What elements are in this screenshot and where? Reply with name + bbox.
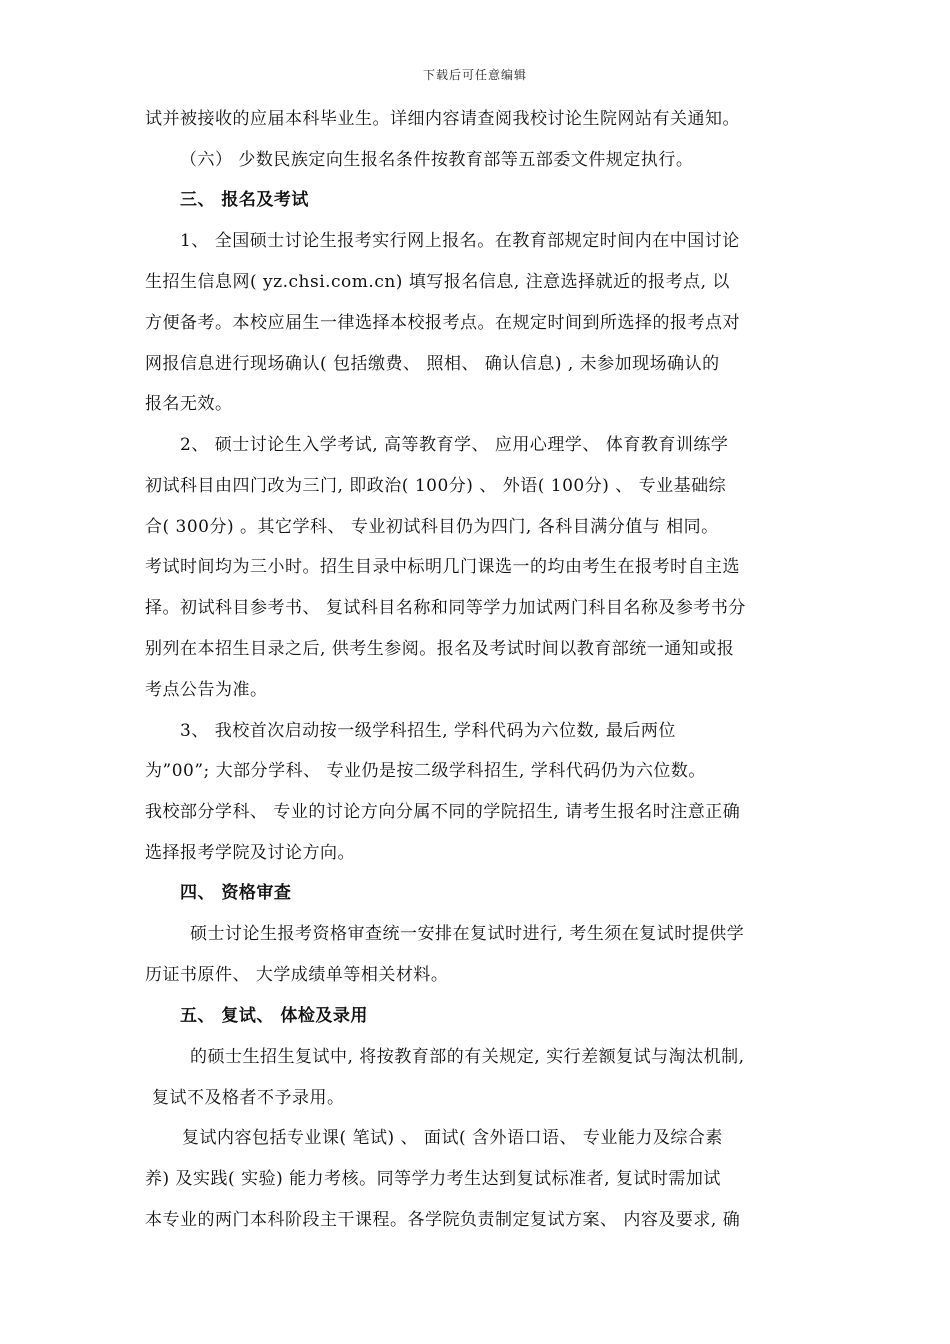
text-line: 为”00”; 大部分学科、 专业仍是按二级学科招生, 学科代码仍为六位数。 (145, 761, 706, 781)
text-line: 考点公告为准。 (145, 680, 268, 700)
text-line: 考试时间均为三小时。招生目录中标明几门课选一的均由考生在报考时自主选 (145, 557, 740, 577)
text-line: 别列在本招生目录之后, 供考生参阅。报名及考试时间以教育部统一通知或报 (145, 639, 735, 659)
text-line: （六） 少数民族定向生报名条件按教育部等五部委文件规定执行。 (180, 150, 694, 170)
header-note: 下载后可任意编辑 (422, 68, 527, 82)
text-line: 养) 及实践( 实验) 能力考核。同等学力考生达到复试标准者, 复试时需加试 (145, 1169, 721, 1189)
text-line: 试并被接收的应届本科毕业生。详细内容请查阅我校讨论生院网站有关通知。 (145, 109, 740, 129)
section-heading: 三、 报名及考试 (180, 190, 309, 210)
text-line: 1、 全国硕士讨论生报考实行网上报名。在教育部规定时间内在中国讨论 (180, 231, 740, 251)
text-line: 报名无效。 (145, 394, 233, 414)
text-line: 合( 300分) 。其它学科、 专业初试科目仍为四门, 各科目满分值与 相同。 (145, 517, 719, 537)
text-line: 选择报考学院及讨论方向。 (145, 843, 355, 863)
text-line: 复试不及格者不予录用。 (152, 1088, 345, 1108)
text-line: 的硕士生招生复试中, 将按教育部的有关规定, 实行差额复试与淘汰机制, (190, 1047, 745, 1067)
text-line: 初试科目由四门改为三门, 即政治( 100分) 、 外语( 100分) 、 专业基础综 (145, 476, 727, 496)
text-line: 择。初试科目参考书、 复试科目名称和同等学力加试两门科目名称及参考书分 (145, 598, 746, 618)
text-line: 本专业的两门本科阶段主干课程。各学院负责制定复试方案、 内容及要求, 确 (145, 1210, 741, 1230)
section-heading: 四、 资格审查 (180, 883, 292, 903)
section-heading: 五、 复试、 体检及录用 (180, 1006, 368, 1026)
text-line: 方便备考。本校应届生一律选择本校报考点。在规定时间到所选择的报考点对 (145, 313, 740, 333)
text-line: 硕士讨论生报考资格审查统一安排在复试时进行, 考生须在复试时提供学 (190, 924, 745, 944)
text-line: 我校部分学科、 专业的讨论方向分属不同的学院招生, 请考生报名时注意正确 (145, 802, 741, 822)
text-line: 网报信息进行现场确认( 包括缴费、 照相、 确认信息) , 未参加现场确认的 (145, 354, 720, 374)
text-line: 历证书原件、 大学成绩单等相关材料。 (145, 965, 449, 985)
text-line: 复试内容包括专业课( 笔试) 、 面试( 含外语口语、 专业能力及综合素 (182, 1128, 723, 1148)
text-line: 3、 我校首次启动按一级学科招生, 学科代码为六位数, 最后两位 (180, 721, 676, 741)
text-line: 2、 硕士讨论生入学考试, 高等教育学、 应用心理学、 体育教育训练学 (180, 435, 729, 455)
text-line: 生招生信息网( yz.chsi.com.cn) 填写报名信息, 注意选择就近的报考点, 以 (145, 272, 730, 292)
